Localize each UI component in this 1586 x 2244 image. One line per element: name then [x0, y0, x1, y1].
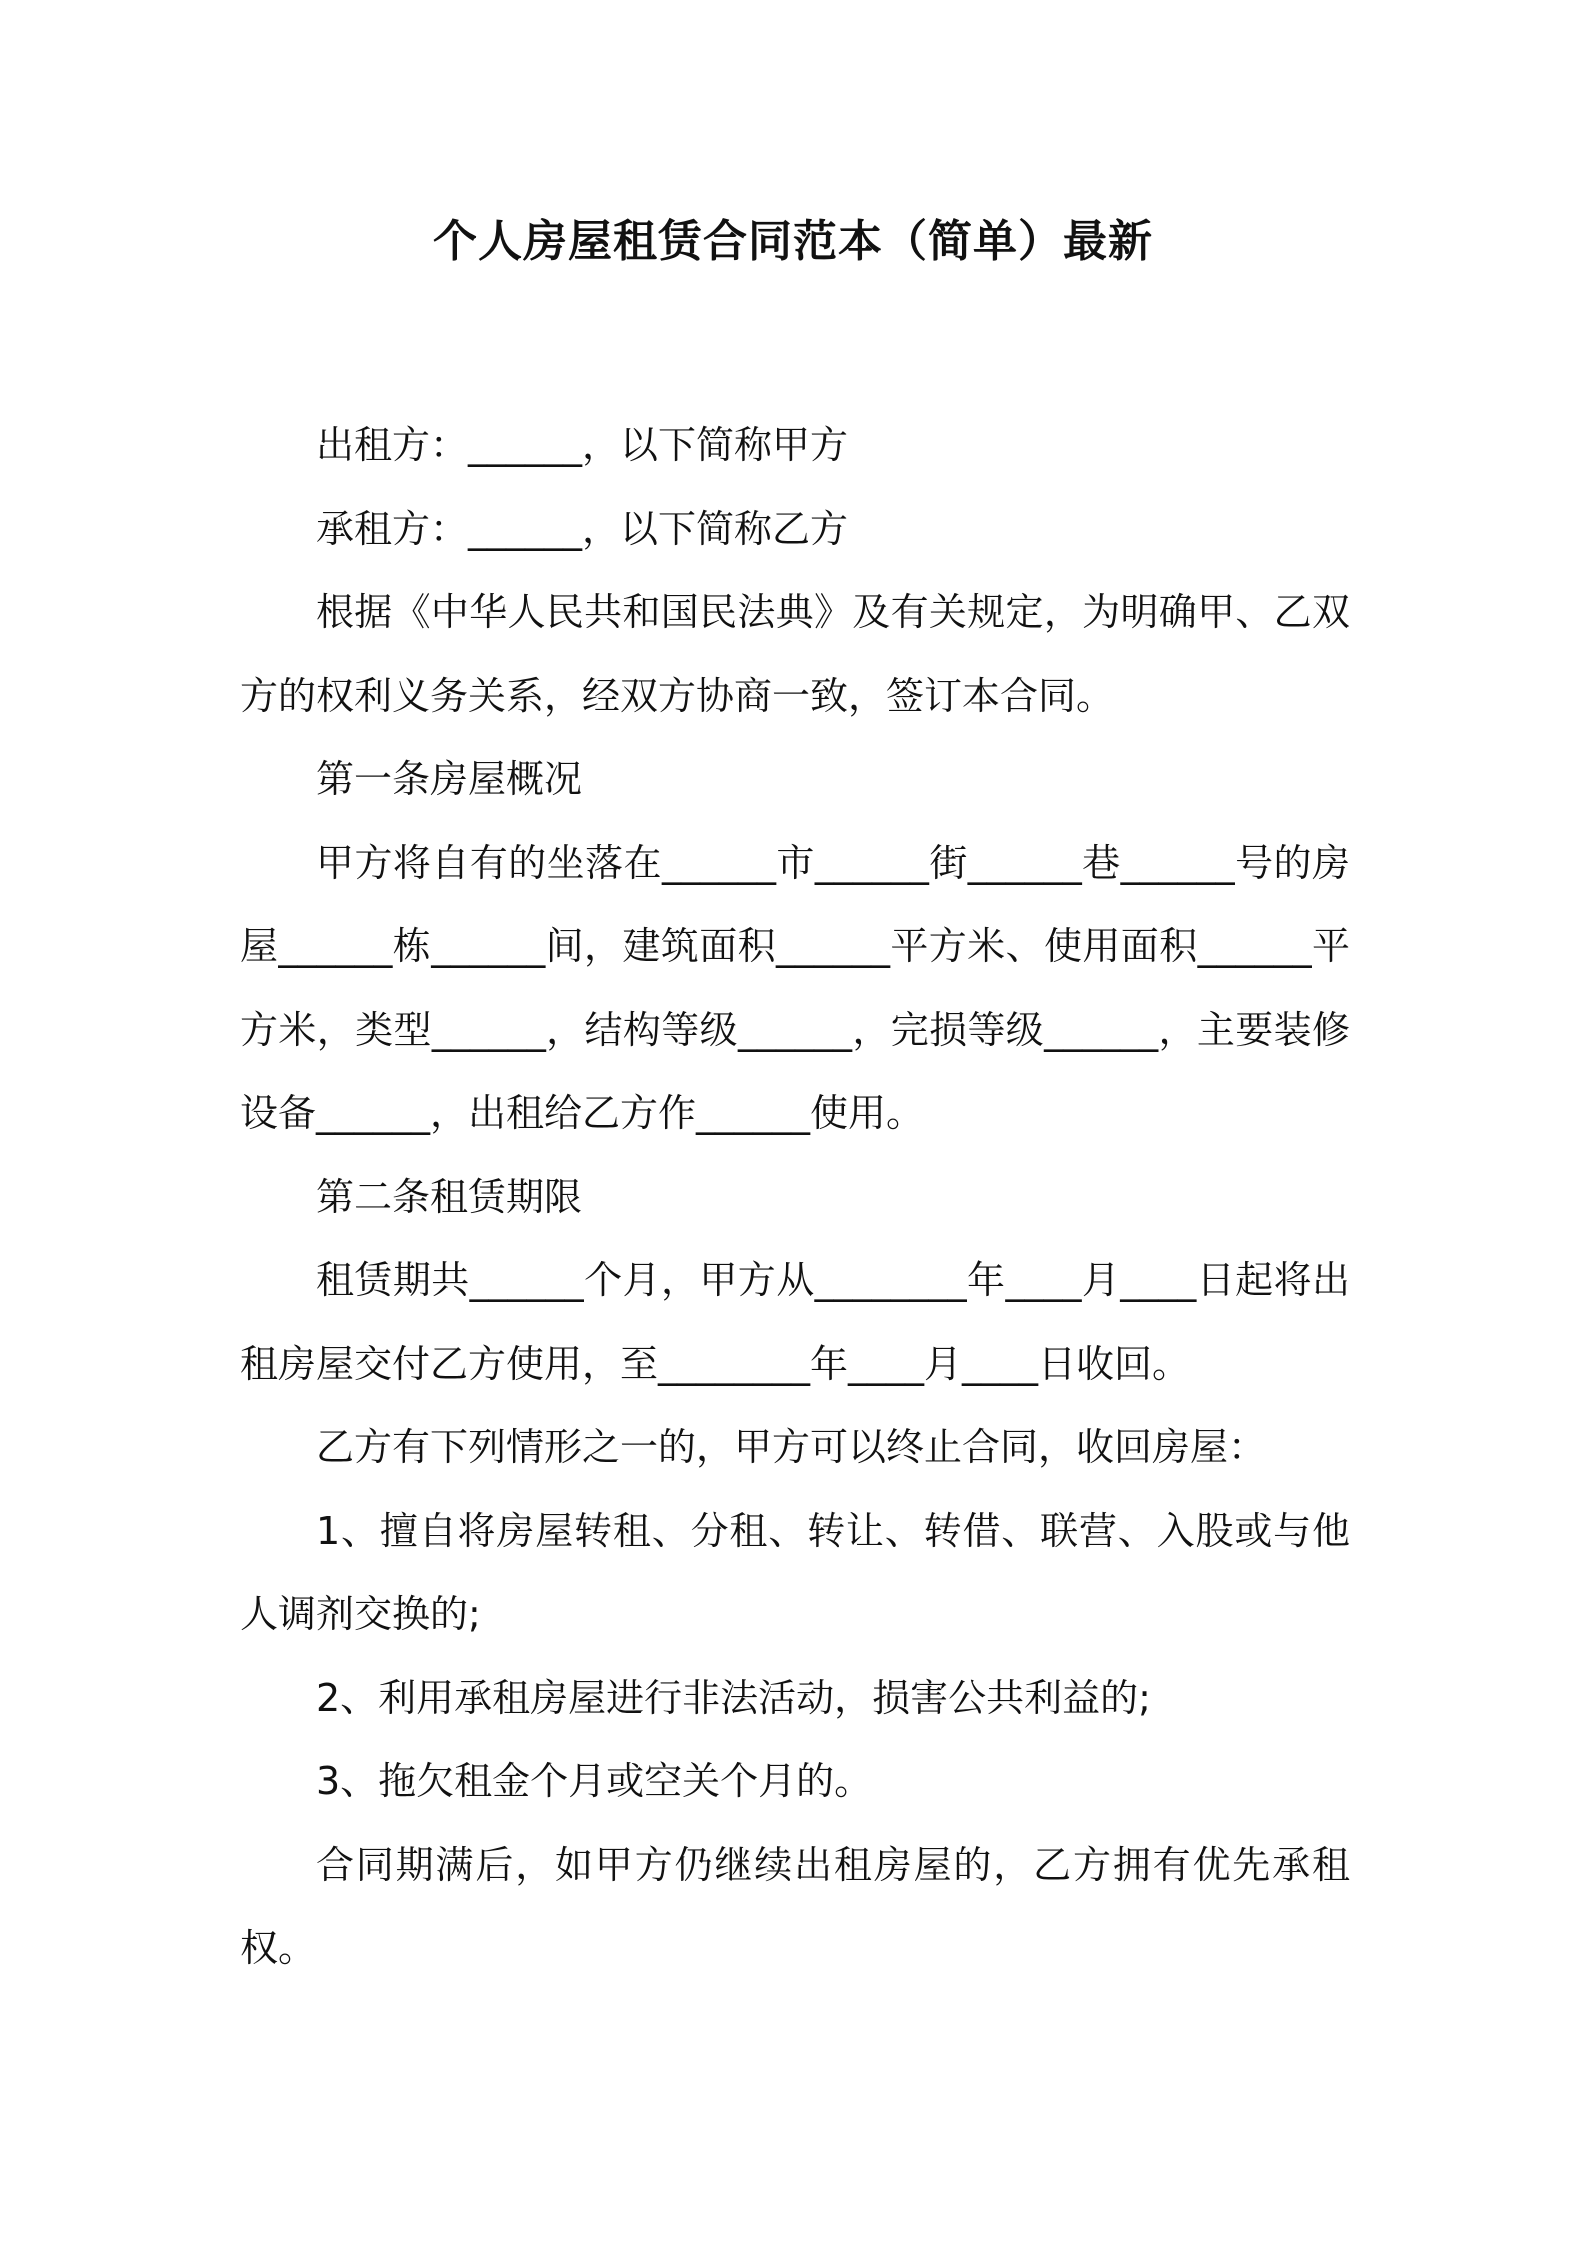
paragraph-basis: 根据《中华人民共和国民法典》及有关规定，为明确甲、乙双方的权利义务关系，经双方协商一致，签订本合同。 — [240, 590, 1350, 718]
list-item-2: 2、利用承租房屋进行非法活动，损害公共利益的; — [316, 1675, 1151, 1720]
section-heading-1: 第一条房屋概况 — [316, 757, 583, 801]
paragraph-lease-term: 租赁期共______个月，甲方从________年____月____日起将出租房屋交付乙方使用，至________年____月____日收回。 — [240, 1258, 1350, 1386]
paragraph-termination-intro: 乙方有下列情形之一的，甲方可以终止合同，收回房屋： — [316, 1425, 1267, 1469]
paragraph-renewal-priority: 合同期满后，如甲方仍继续出租房屋的，乙方拥有优先承租权。 — [240, 1842, 1350, 1970]
list-item-3: 3、拖欠租金个月或空关个月的。 — [316, 1759, 873, 1803]
section-heading-2: 第二条租赁期限 — [316, 1174, 583, 1219]
paragraph-lessor: 出租方：______，以下简称甲方 — [316, 423, 849, 467]
document-body — [240, 404, 1350, 1991]
document-title: 个人房屋租赁合同范本（简单）最新 — [433, 216, 1153, 267]
list-item-1: 1、擅自将房屋转租、分租、转让、转借、联营、入股或与他人调剂交换的; — [240, 1508, 1350, 1636]
paragraph-lessee: 承租方：______，以下简称乙方 — [316, 506, 849, 551]
paragraph-property-details: 甲方将自有的坐落在______市______街______巷______号的房屋______栋______间，建筑面积______平方米、使用面积______平方米，类型______，结构等级______，完损等级______，主要装修设备______，出租给乙方作______使用。 — [240, 840, 1350, 1135]
